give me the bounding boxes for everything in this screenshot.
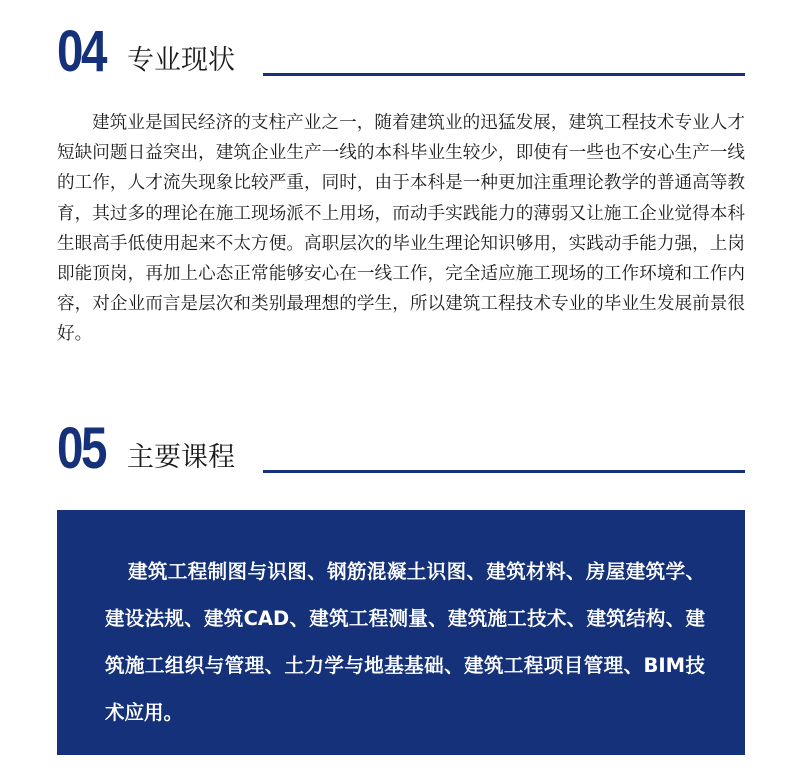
section-04-title: 专业现状 bbox=[127, 45, 235, 76]
course-list-box bbox=[57, 510, 745, 755]
section-04-header bbox=[57, 19, 745, 84]
section-05-number: 05 bbox=[57, 416, 105, 481]
section-04-divider bbox=[263, 73, 745, 76]
section-04-number: 04 bbox=[57, 19, 105, 84]
section-05-divider bbox=[263, 470, 745, 473]
section-05-title: 主要课程 bbox=[127, 442, 235, 473]
section-05-header bbox=[57, 416, 745, 481]
section-04-paragraph: 建筑业是国民经济的支柱产业之一，随着建筑业的迅猛发展，建筑工程技术专业人才短缺问题日益突出，建筑企业生产一线的本科毕业生较少，即使有一些也不安心生产一线的工作，人才流失现象比较严重，同时，由于本科是一种更加注重理论教学的普通高等教育，其过多的理论在施工现场派不上用场，而动手实践能力的薄弱又让施工企业觉得本科生眼高手低使用起来不太方便。高职层次的毕业生理论知识够用，实践动手能力强，上岗即能顶岗，再加上心态正常能够安心在一线工作，完全适应施工现场的工作环境和工作内容，对企业而言是层次和类别最理想的学生，所以建筑工程技术专业的毕业生发展前景很好。 bbox=[57, 113, 745, 345]
course-list-text: 建筑工程制图与识图、钢筋混凝土识图、建筑材料、房屋建筑学、建设法规、建筑CAD、建筑工程测量、建筑施工技术、建筑结构、建筑施工组织与管理、土力学与地基基础、建筑工程项目管理、BIM技术应用。 bbox=[105, 560, 705, 724]
